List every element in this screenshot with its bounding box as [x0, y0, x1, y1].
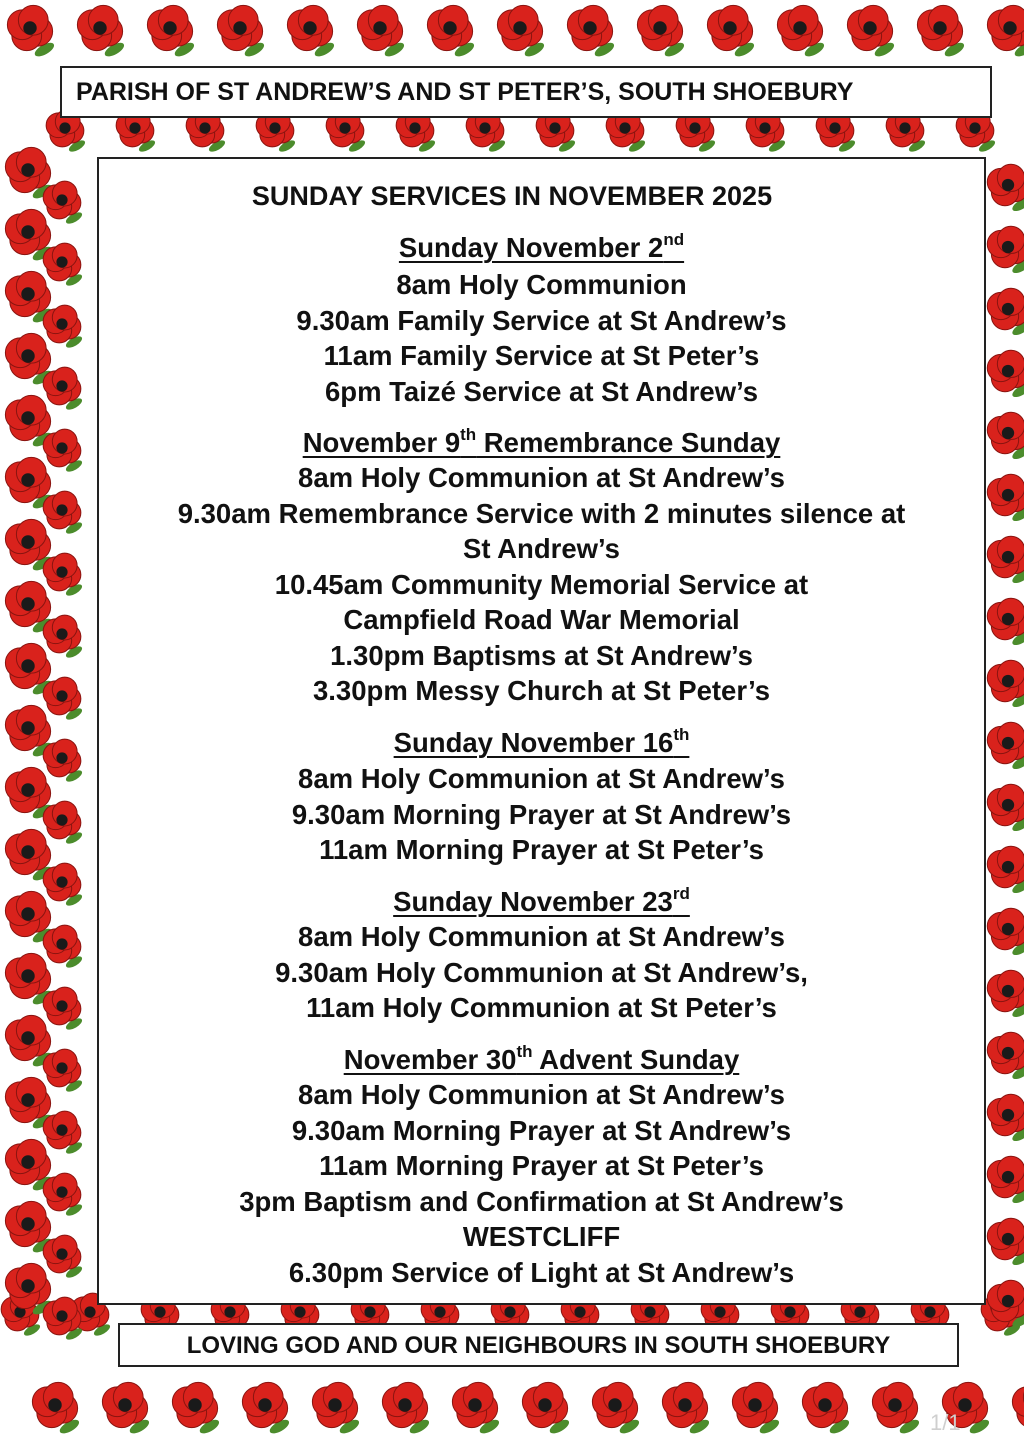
poppy-icon — [43, 491, 84, 536]
poppy-icon — [707, 5, 756, 59]
poppy-icon — [987, 536, 1024, 585]
poppy-icon — [43, 987, 84, 1032]
service-line: 1.30pm Baptisms at St Andrew’s — [330, 640, 753, 671]
page-indicator: 1/1 — [930, 1410, 961, 1435]
service-line: 9.30am Holy Communion at St Andrew’s, — [275, 957, 808, 988]
poppy-icon — [522, 1382, 571, 1436]
poppy-icon — [802, 1382, 851, 1436]
poppy-icon — [427, 5, 476, 59]
service-line: 11am Morning Prayer at St Peter’s — [319, 1150, 764, 1181]
poppy-icon — [567, 5, 616, 59]
poppy-icon — [917, 5, 966, 59]
service-line: 11am Family Service at St Peter’s — [323, 340, 760, 371]
service-line: 9.30am Morning Prayer at St Andrew’s — [291, 1115, 792, 1146]
section-heading: Sunday November 16th — [393, 724, 690, 758]
poppy-icon — [43, 677, 84, 722]
poppy-icon — [987, 1218, 1024, 1267]
poppy-icon — [287, 5, 336, 59]
poppy-icon — [987, 474, 1024, 523]
service-line: 8am Holy Communion — [396, 269, 687, 300]
poppy-icon — [43, 553, 84, 598]
poppy-icon — [777, 5, 826, 59]
poppy-icon — [172, 1382, 221, 1436]
poppy-icon — [987, 722, 1024, 771]
poppy-icon — [662, 1382, 711, 1436]
poppy-icon — [43, 367, 84, 412]
service-line: 3.30pm Messy Church at St Peter’s — [313, 675, 770, 706]
poppy-icon — [43, 801, 84, 846]
poppy-icon — [987, 908, 1024, 957]
parish-motto-banner — [118, 1323, 959, 1367]
service-line: 9.30am Remembrance Service with 2 minutes silence at — [177, 498, 906, 529]
poppy-icon — [987, 1032, 1024, 1081]
poppy-icon — [77, 5, 126, 59]
poppy-icon — [987, 1094, 1024, 1143]
poppy-icon — [102, 1382, 151, 1436]
page-title: SUNDAY SERVICES IN NOVEMBER 2025 — [251, 181, 773, 211]
service-line: WESTCLIFF — [462, 1221, 621, 1252]
poppy-icon — [987, 598, 1024, 647]
poppy-icon — [382, 1382, 431, 1436]
poppy-icon — [43, 615, 84, 660]
poppy-icon — [7, 5, 56, 59]
poppy-icon — [357, 5, 406, 59]
poppy-icon — [987, 846, 1024, 895]
service-line: St Andrew’s — [463, 533, 620, 564]
poppy-icon — [43, 429, 84, 474]
poppy-icon — [452, 1382, 501, 1436]
service-line: 8am Holy Communion at St Andrew’s — [298, 921, 785, 952]
poppy-icon — [987, 970, 1024, 1019]
poppy-icon — [732, 1382, 781, 1436]
section-heading: Sunday November 23rd — [393, 883, 690, 917]
service-line: 9.30am Family Service at St Andrew’s — [296, 305, 787, 336]
section-heading: November 9th Remembrance Sunday — [302, 424, 781, 458]
service-line: 9.30am Morning Prayer at St Andrew’s — [291, 799, 792, 830]
poppy-icon — [987, 1156, 1024, 1205]
poppy-icon — [43, 1111, 84, 1156]
service-line: 10.45am Community Memorial Service at — [274, 569, 809, 600]
poppy-icon — [217, 5, 266, 59]
poppy-icon — [43, 305, 84, 350]
poppy-icon — [43, 1235, 84, 1280]
poppy-icon — [987, 350, 1024, 399]
poppy-icon — [637, 5, 686, 59]
parish-name: PARISH OF ST ANDREW’S AND ST PETER’S, SOUTH SHOEBURY — [76, 78, 854, 106]
poppy-icon — [1012, 1382, 1024, 1436]
poppy-icon — [987, 412, 1024, 461]
service-line: 6.30pm Service of Light at St Andrew’s — [288, 1257, 795, 1288]
poppy-icon — [987, 5, 1024, 59]
service-line: 8am Holy Communion at St Andrew’s — [298, 763, 785, 794]
section-heading: November 30th Advent Sunday — [343, 1041, 740, 1075]
poppy-icon — [147, 5, 196, 59]
poppy-icon — [43, 739, 84, 784]
poppy-icon — [497, 5, 546, 59]
service-line: 3pm Baptism and Confirmation at St Andrew’s — [239, 1186, 844, 1217]
poppy-icon — [592, 1382, 641, 1436]
poppy-icon — [242, 1382, 291, 1436]
service-line: 8am Holy Communion at St Andrew’s — [298, 462, 785, 493]
poppy-icon — [32, 1382, 81, 1436]
section-heading: Sunday November 2nd — [398, 229, 685, 263]
poppy-icon — [43, 243, 84, 288]
poppy-icon — [43, 1173, 84, 1218]
poppy-icon — [312, 1382, 361, 1436]
poppy-icon — [847, 5, 896, 59]
poppy-icon — [987, 660, 1024, 709]
service-line: Campfield Road War Memorial — [343, 604, 740, 635]
poppy-icon — [987, 288, 1024, 337]
poppy-icon — [43, 1049, 84, 1094]
service-line: 8am Holy Communion at St Andrew’s — [298, 1079, 785, 1110]
parish-motto: LOVING GOD AND OUR NEIGHBOURS IN SOUTH SHOEBURY — [186, 1332, 891, 1359]
service-line: 11am Morning Prayer at St Peter’s — [319, 834, 764, 865]
parish-header — [60, 66, 992, 118]
service-line: 6pm Taizé Service at St Andrew’s — [324, 376, 759, 407]
poppy-icon — [987, 784, 1024, 833]
poppy-icon — [43, 925, 84, 970]
poppy-icon — [43, 863, 84, 908]
poppy-icon — [987, 226, 1024, 275]
service-line: 11am Holy Communion at St Peter’s — [306, 992, 777, 1023]
poppy-icon — [872, 1382, 921, 1436]
